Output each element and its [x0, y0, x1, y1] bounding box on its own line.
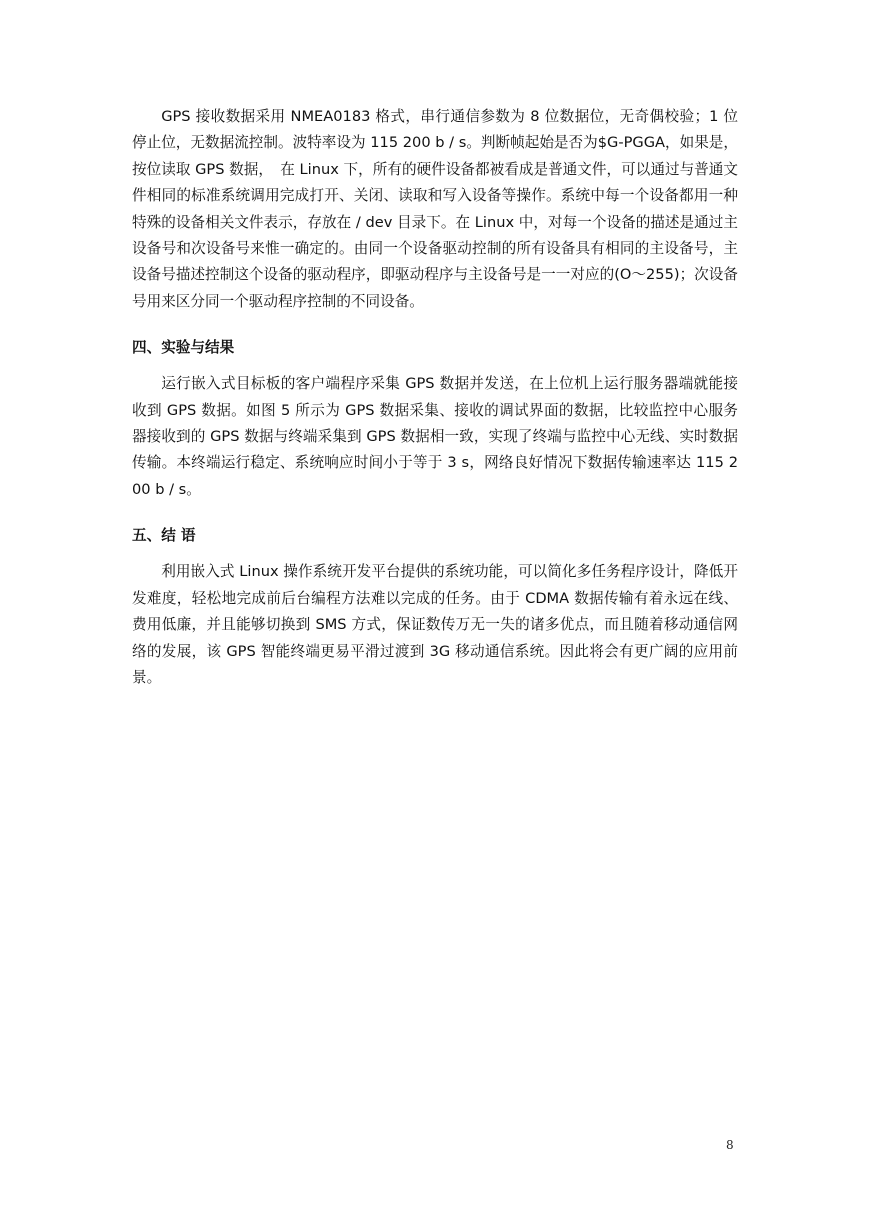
- paragraph-gps-device-driver: GPS 接收数据采用 NMEA0183 格式，串行通信参数为 8 位数据位，无奇偶校验；1 位停止位，无数据流控制。波特率设为 115 200 b / s。判断帧起始是否为$G-PGGA，如果是，按位读取 GPS 数据， 在 Linux 下，所有的硬件设备都被看成是普通文件，可以通过与普通文件相同的标准系统调用完成打开、关闭、读取和写入设备等操作。系统中每一个设备都用一种特殊的设备相关文件表示，存放在 / dev 目录下。在 Linux 中，对每一个设备的描述是通过主设备号和次设备号来惟一确定的。由同一个设备驱动控制的所有设备具有相同的主设备号，主设备号描述控制这个设备的驱动程序，即驱动程序与主设备号是一一对应的(O～255)；次设备号用来区分同一个驱动程序控制的不同设备。: [132, 108, 738, 310]
- section-heading-experiment-results: 四、实验与结果: [132, 339, 235, 357]
- page-number: 8: [726, 1138, 734, 1152]
- paragraph-experiment-results: 运行嵌入式目标板的客户端程序采集 GPS 数据并发送，在上位机上运行服务器端就能接收到 GPS 数据。如图 5 所示为 GPS 数据采集、接收的调试界面的数据，比较监控中心服务器接收到的 GPS 数据与终端采集到 GPS 数据相一致，实现了终端与监控中心无线、实时数据传输。本终端运行稳定、系统响应时间小于等于 3 s，网络良好情况下数据传输速率达 115 200 b / s。: [132, 375, 738, 498]
- paragraph-conclusion: 利用嵌入式 Linux 操作系统开发平台提供的系统功能，可以简化多任务程序设计，降低开发难度，轻松地完成前后台编程方法难以完成的任务。由于 CDMA 数据传输有着永远在线、费用低廉，并且能够切换到 SMS 方式，保证数传万无一失的诸多优点，而且随着移动通信网络的发展，该 GPS 智能终端更易平滑过渡到 3G 移动通信系统。因此将会有更广阔的应用前景。: [132, 563, 738, 686]
- document-body: [132, 104, 738, 691]
- section-heading-conclusion: 五、结 语: [132, 527, 196, 545]
